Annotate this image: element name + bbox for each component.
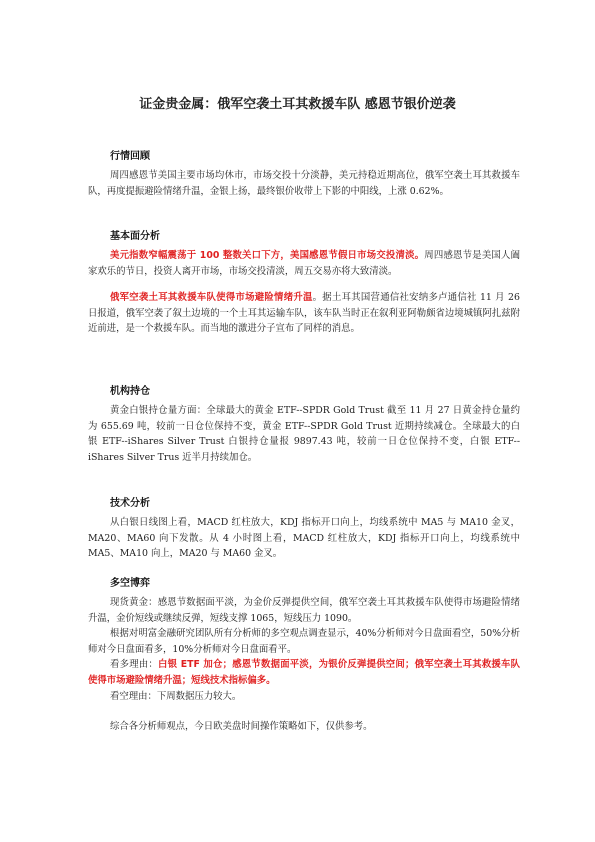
page-title: 证金贵金属：俄军空袭土耳其救援车队 感恩节银价逆袭	[139, 97, 456, 112]
fundamentals-paragraph-1	[88, 248, 520, 279]
bull-bear-heading: 多空博弈	[110, 578, 150, 589]
fundamentals-highlight-2: 俄军空袭土耳其救援车队使得市场避险情绪升温	[110, 292, 313, 304]
fundamentals-highlight-1: 美元指数窄幅震荡于 100 整数关口下方，美国感恩节假日市场交投清淡。	[110, 250, 425, 261]
holdings-text: 黄金白银持仓量方面：全球最大的黄金 ETF--SPDR Gold Trust 截至 11 月 27 日黄金持仓量约为 655.69 吨，较前一日仓位保持不变，黄金 ETF--SPDR Gold Trust 近期持续减仓。全球最大的白银 ETF--iShares Silver Trust 白银持仓量报 9897.43 吨，较前一日仓位保持不变，白银 ETF--iShares Silver Trus 近半月持续加仓。	[88, 405, 520, 463]
bull-reasons-label: 看多理由：	[110, 659, 159, 671]
bull-reasons-text: 白银 ETF 加仓；感恩节数据面平淡，为银价反弹提供空间；俄军空袭土耳其救援车队使得市场避险情绪升温；短线技术指标偏多。	[88, 659, 520, 686]
market-review-section	[88, 150, 520, 199]
bull-bear-section	[88, 577, 520, 735]
bear-reasons: 看空理由：下周数据压力较大。	[110, 690, 242, 702]
fundamentals-section	[88, 230, 520, 337]
technical-section	[88, 497, 520, 562]
market-review-heading: 行情回顾	[110, 151, 150, 162]
bull-bear-gold-text: 现货黄金：感恩节数据面平淡，为金价反弹提供空间，俄军空袭土耳其救援车队使得市场避险情绪升温，金价短线或继续反弹，短线支撑 1065，短线压力 1090。	[88, 597, 520, 624]
fundamentals-paragraph-2	[88, 290, 520, 337]
holdings-heading: 机构持仓	[110, 386, 150, 397]
bull-reasons	[88, 657, 520, 688]
fundamentals-text-2: 。据土耳其国营通信社安纳多卢通信社 11 月 26 日报道，俄军空袭了叙土边境的一个土耳其运输车队，该车队当时正在叙利亚阿勒颇省边境城镇阿扎兹附近前进，是一个救援车队。而当地的激进分子宣布了同样的消息。	[88, 292, 520, 335]
fundamentals-text-1: 周四感恩节是美国人阖家欢乐的节日，投资人离开市场，市场交投清淡，周五交易亦将大致清淡。	[88, 250, 520, 277]
technical-heading: 技术分析	[110, 498, 150, 509]
holdings-section	[88, 385, 520, 465]
conclusion-text: 综合各分析师观点，今日欧美盘时间操作策略如下，仅供参考。	[110, 721, 373, 733]
bull-bear-survey-text: 根据对明富金融研究团队所有分析师的多空观点调查显示，40%分析师对今日盘面看空，50%分析师对今日盘面看多，10%分析师对今日盘面看平。	[88, 628, 520, 655]
market-review-text: 周四感恩节美国主要市场均休市，市场交投十分淡静，美元持稳近期高位，俄军空袭土耳其救援车队，再度提振避险情绪升温，金银上扬，最终银价收带上下影的中阳线，上涨 0.62%。	[88, 170, 520, 197]
technical-text: 从白银日线图上看，MACD 红柱放大，KDJ 指标开口向上，均线系统中 MA5 与 MA10 金叉，MA20、MA60 向下发散。从 4 小时图上看，MACD 红柱放大，KDJ 指标开口向上，均线系统中 MA5、MA10 向上，MA20 与 MA60 金叉。	[88, 517, 520, 560]
fundamentals-heading: 基本面分析	[110, 231, 160, 242]
